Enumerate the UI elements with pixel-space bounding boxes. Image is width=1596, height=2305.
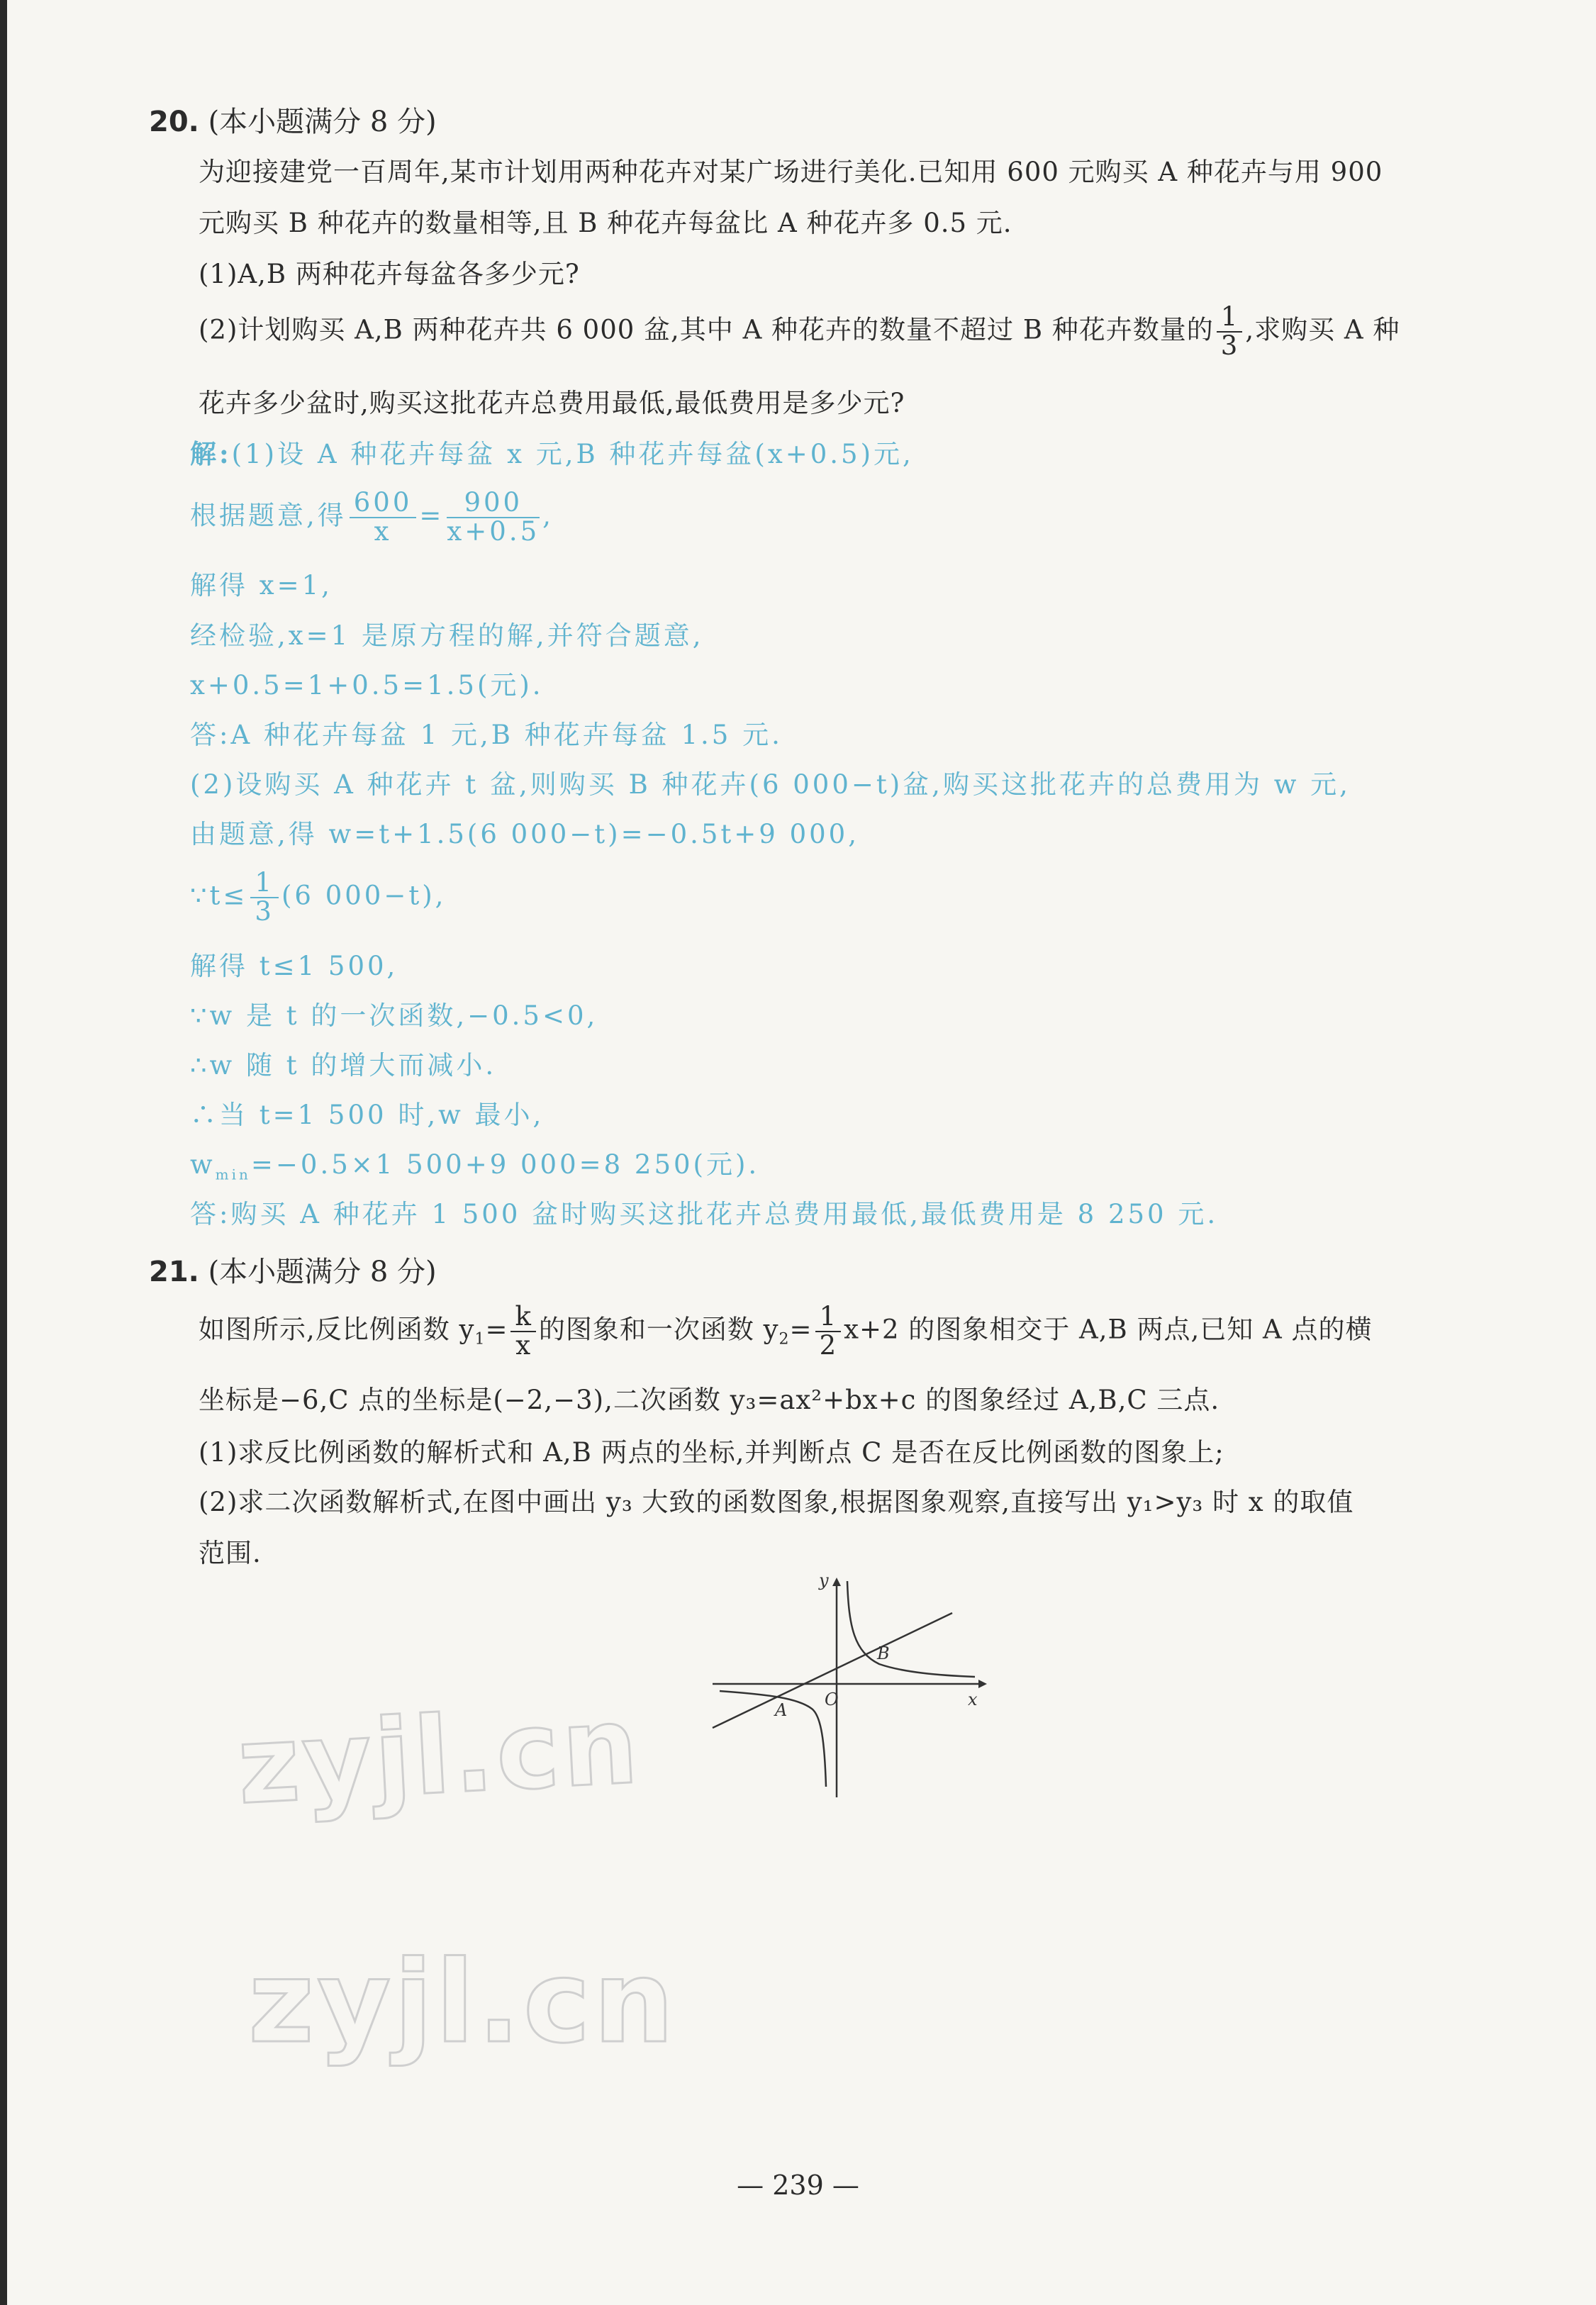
fraction-one-half <box>815 1303 842 1360</box>
answer-line: ∵w 是 t 的一次函数,−0.5<0, <box>190 1000 598 1031</box>
linear-function-line <box>713 1613 952 1728</box>
fraction-one-third <box>250 869 279 926</box>
q21-number: 21. <box>149 1256 199 1288</box>
q21-header <box>149 1249 437 1290</box>
numerator: 1 <box>815 1303 842 1332</box>
answer-line: 经检验,x=1 是原方程的解,并符合题意, <box>190 620 704 651</box>
numerator: 600 <box>350 489 417 518</box>
numerator: 1 <box>1217 303 1243 333</box>
fraction <box>447 489 540 546</box>
q20-text-line-4 <box>199 303 1400 360</box>
text: 如图所示,反比例函数 y <box>199 1314 475 1345</box>
answer-line-inequality <box>190 869 446 926</box>
denominator: 3 <box>255 895 274 927</box>
solution-label: 解: <box>190 438 232 469</box>
numerator: 1 <box>250 869 279 898</box>
q21-text-line-1 <box>199 1303 1372 1360</box>
hyperbola-branch-right <box>847 1581 975 1677</box>
q20-text-line: (1)A,B 两种花卉每盆各多少元? <box>199 259 580 289</box>
point-b-label: B <box>877 1643 890 1663</box>
point-a-label: A <box>775 1700 788 1720</box>
text: 的图象和一次函数 y <box>538 1314 779 1345</box>
fraction-k-over-x <box>510 1303 535 1360</box>
answer-line <box>190 1143 759 1183</box>
answer-line: 由题意,得 w=t+1.5(6 000−t)=−0.5t+9 000, <box>190 819 859 849</box>
q20-text-line: 花卉多少盆时,购买这批花卉总费用最低,最低费用是多少元? <box>199 388 905 418</box>
q21-score-note: (本小题满分 8 分) <box>208 1256 437 1288</box>
text: ∵t≤ <box>190 880 248 911</box>
q21-text-line: 范围. <box>199 1538 262 1568</box>
watermark: zyjl.cn <box>248 1936 677 2068</box>
text: (6 000−t), <box>281 880 447 911</box>
q21-text-line: (2)求二次函数解析式,在图中画出 y₃ 大致的函数图象,根据图象观察,直接写出 y₁>y₃ 时 x 的取值 <box>199 1487 1354 1517</box>
subscript: 2 <box>779 1330 790 1349</box>
denominator: 2 <box>819 1329 837 1361</box>
q20-header <box>149 99 437 140</box>
denominator: x+0.5 <box>447 515 540 547</box>
q20-text-line: 为迎接建党一百周年,某市计划用两种花卉对某广场进行美化.已知用 600 元购买 A 种花卉与用 900 <box>199 157 1383 187</box>
q21-text-line: 坐标是−6,C 点的坐标是(−2,−3),二次函数 y₃=ax²+bx+c 的图象经过 A,B,C 三点. <box>199 1385 1220 1415</box>
denominator: 3 <box>1220 330 1239 361</box>
text: w <box>190 1149 216 1180</box>
y-axis-label: y <box>819 1570 829 1590</box>
numerator: 900 <box>447 489 540 518</box>
numerator: k <box>510 1303 535 1332</box>
text: = <box>419 500 445 531</box>
answer-line: 解得 t≤1 500, <box>190 951 398 981</box>
y-axis-arrow <box>832 1578 841 1586</box>
watermark: zyjl.cn <box>234 1684 644 1829</box>
text: =−0.5×1 500+9 000=8 250(元). <box>250 1149 760 1180</box>
subscript: 1 <box>474 1330 486 1349</box>
q21-text-line: (1)求反比例函数的解析式和 A,B 两点的坐标,并判断点 C 是否在反比例函数的图象上; <box>199 1437 1224 1468</box>
fraction-one-third <box>1217 303 1243 360</box>
answer-line: ∴当 t=1 500 时,w 最小, <box>190 1100 545 1130</box>
x-axis-label: x <box>968 1690 978 1709</box>
text: x+2 的图象相交于 A,B 两点,已知 A 点的横 <box>844 1314 1373 1345</box>
hyperbola-branch-left <box>720 1691 826 1787</box>
answer-line-equation <box>190 489 554 546</box>
text: (1)设 A 种花卉每盆 x 元,B 种花卉每盆(x+0.5)元, <box>231 439 914 469</box>
function-graph <box>705 1570 1003 1804</box>
answer-line: 解得 x=1, <box>190 570 333 601</box>
answer-line: 答:购买 A 种花卉 1 500 盆时购买这批花卉总费用最低,最低费用是 8 250 元. <box>190 1199 1219 1229</box>
fraction <box>350 489 417 546</box>
denominator: x <box>374 515 392 547</box>
q20-score-note: (本小题满分 8 分) <box>208 106 437 138</box>
answer-line <box>190 432 914 471</box>
origin-label: O <box>825 1690 839 1709</box>
text: ,求购买 A 种 <box>1245 314 1400 345</box>
answer-line: (2)设购买 A 种花卉 t 盆,则购买 B 种花卉(6 000−t)盆,购买这批花卉的总费用为 w 元, <box>190 769 1351 800</box>
answer-line: x+0.5=1+0.5=1.5(元). <box>190 670 544 701</box>
text: = <box>789 1314 813 1345</box>
q20-number: 20. <box>149 106 199 138</box>
x-axis-arrow <box>978 1680 987 1688</box>
denominator: x <box>515 1329 532 1361</box>
subscript: min <box>215 1166 251 1183</box>
answer-line: ∴w 随 t 的增大而减小. <box>190 1050 497 1081</box>
text: , <box>542 500 554 531</box>
text: (2)计划购买 A,B 两种花卉共 6 000 盆,其中 A 种花卉的数量不超过 B 种花卉数量的 <box>199 314 1214 345</box>
text: = <box>485 1314 508 1345</box>
answer-line: 答:A 种花卉每盆 1 元,B 种花卉每盆 1.5 元. <box>190 720 783 750</box>
q20-text-line: 元购买 B 种花卉的数量相等,且 B 种花卉每盆比 A 种花卉多 0.5 元. <box>199 208 1012 238</box>
text: 根据题意,得 <box>190 500 347 531</box>
page-number: — 239 — <box>737 2170 859 2201</box>
scan-edge <box>0 0 7 2305</box>
